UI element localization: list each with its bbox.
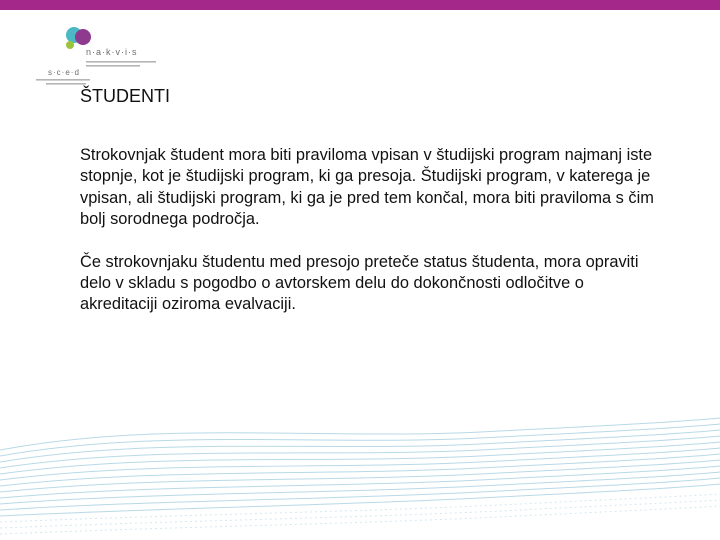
nakvis-wordmark: n·a·k·v·i·s [86, 47, 138, 57]
sqaa-wordmark: s·c·e·d [48, 68, 80, 77]
top-accent-bar [0, 0, 720, 10]
nakvis-logo [34, 26, 174, 88]
decorative-waves [0, 410, 720, 540]
paragraph-student-enrollment: Strokovnjak študent mora biti praviloma vpisan v študijski program najmanj iste stopnje, kot je študijski program, ki ga presoja. Študijski program, v katerega je vpisan, ali študijski program, ki ga je pred tem končal, mora biti praviloma s čim bolj sorodnega področja. [80, 146, 654, 229]
paragraph-status-expiry: Če strokovnjaku študentu med presojo preteče status študenta, mora opraviti delo v skladu s pogodbo o avtorskem delu do dokončnosti odločitve o akreditaciji oziroma evalvaciji. [80, 252, 639, 314]
slide-body [80, 145, 660, 337]
slide-title: ŠTUDENTI [80, 86, 170, 106]
nakvis-subtitle-lines [86, 60, 158, 71]
